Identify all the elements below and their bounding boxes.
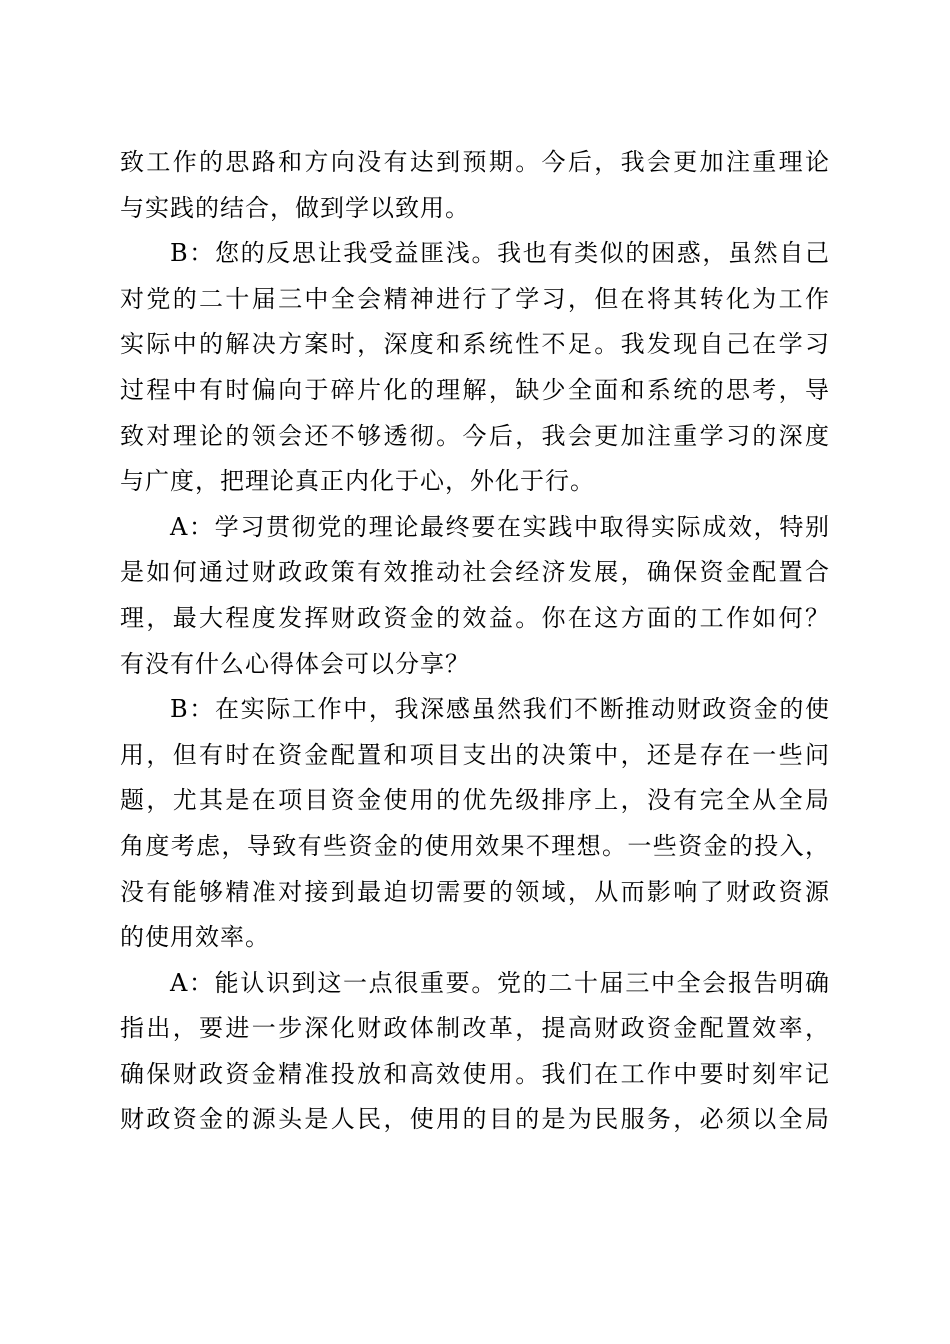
paragraph-3-line-3: 理，最大程度发挥财政资金的效益。你在这方面的工作如何？ — [120, 603, 830, 632]
paragraph-5-line-1: A：能认识到这一点很重要。党的二十届三中全会报告明确 — [170, 968, 830, 997]
paragraph-5-line-3: 确保财政资金精准投放和高效使用。我们在工作中要时刻牢记 — [120, 1059, 830, 1088]
paragraph-4-line-3: 题，尤其是在项目资金使用的优先级排序上，没有完全从全局 — [120, 786, 830, 815]
paragraph-5-line-4: 财政资金的源头是人民，使用的目的是为民服务，必须以全局 — [120, 1105, 830, 1134]
paragraph-4-line-4: 角度考虑，导致有些资金的使用效果不理想。一些资金的投入， — [120, 831, 830, 860]
paragraph-1-line-2: 与实践的结合，做到学以致用。 — [120, 193, 470, 222]
paragraph-5-line-2: 指出，要进一步深化财政体制改革，提高财政资金配置效率， — [120, 1014, 830, 1043]
paragraph-2-line-4: 过程中有时偏向于碎片化的理解，缺少全面和系统的思考，导 — [120, 375, 830, 404]
paragraph-2-line-5: 致对理论的领会还不够透彻。今后，我会更加注重学习的深度 — [120, 421, 830, 450]
paragraph-4-line-6: 的使用效率。 — [120, 923, 270, 952]
document-body — [120, 140, 830, 1143]
paragraph-2-line-6: 与广度，把理论真正内化于心，外化于行。 — [120, 467, 595, 496]
paragraph-4-line-1: B：在实际工作中，我深感虽然我们不断推动财政资金的使 — [170, 695, 830, 724]
paragraph-4-line-2: 用，但有时在资金配置和项目支出的决策中，还是存在一些问 — [120, 740, 830, 769]
paragraph-2-line-2: 对党的二十届三中全会精神进行了学习，但在将其转化为工作 — [120, 284, 830, 313]
paragraph-3-line-1: A：学习贯彻党的理论最终要在实践中取得实际成效，特别 — [170, 512, 830, 541]
paragraph-2-line-1: B：您的反思让我受益匪浅。我也有类似的困惑，虽然自己 — [170, 239, 830, 268]
paragraph-4-line-5: 没有能够精准对接到最迫切需要的领域，从而影响了财政资源 — [120, 877, 830, 906]
paragraph-3-line-4: 有没有什么心得体会可以分享？ — [120, 649, 470, 678]
paragraph-1-line-1: 致工作的思路和方向没有达到预期。今后，我会更加注重理论 — [120, 148, 830, 176]
paragraph-2-line-3: 实际中的解决方案时，深度和系统性不足。我发现自己在学习 — [120, 330, 830, 359]
paragraph-3-line-2: 是如何通过财政政策有效推动社会经济发展，确保资金配置合 — [120, 558, 830, 587]
